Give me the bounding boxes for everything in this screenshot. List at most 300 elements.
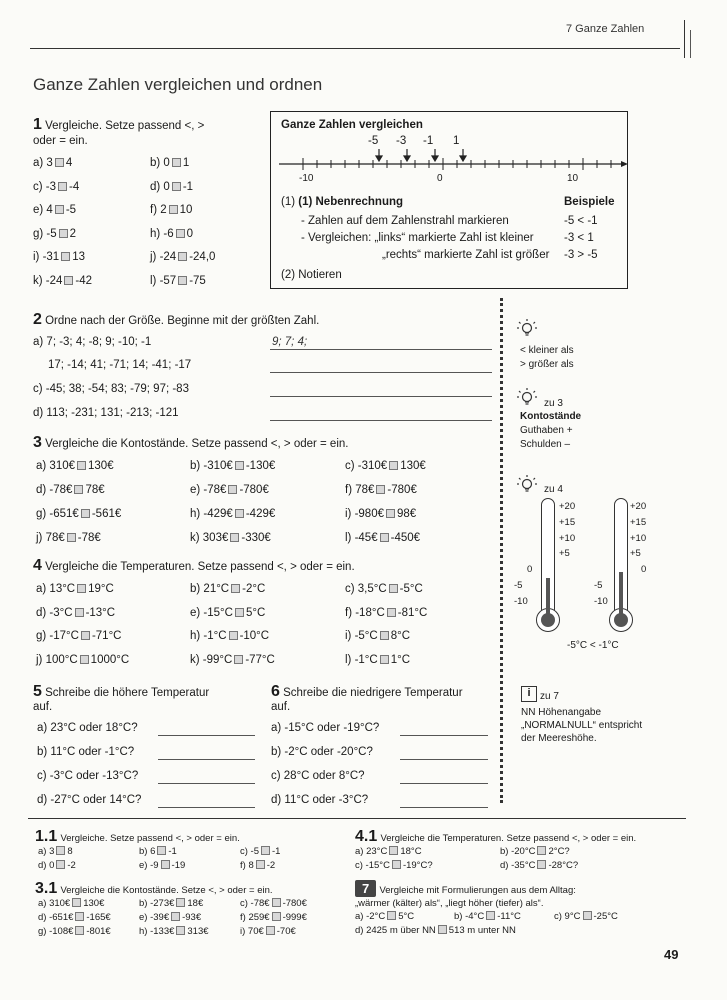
b31-instruction: Vergleiche die Kontostände. Setze <, > oder = ein. bbox=[60, 885, 273, 896]
task-left: a) 3 bbox=[38, 846, 55, 857]
comparison-box[interactable] bbox=[389, 584, 398, 593]
ex2-instruction: Ordne nach der Größe. Beginne mit der größten Zahl. bbox=[45, 315, 320, 327]
step1-line-1: - Zahlen auf dem Zahlenstrahl markieren bbox=[301, 215, 509, 227]
b7-task-c bbox=[554, 911, 618, 922]
ex5-task: d) -27°C oder 14°C? bbox=[37, 794, 142, 806]
b7-b-left: b) -4°C bbox=[454, 911, 485, 922]
ex6-heading bbox=[271, 683, 463, 701]
task-right: 13 bbox=[72, 251, 85, 263]
header-edge-mark bbox=[684, 20, 685, 58]
task-left: k) 303€ bbox=[190, 532, 229, 544]
scale-label: 0 bbox=[527, 564, 533, 576]
task-right: -19 bbox=[171, 860, 186, 871]
comparison-task bbox=[190, 508, 275, 520]
task-right: -19°C? bbox=[402, 860, 433, 871]
ex2-task-c: c) -45; 38; -54; 83; -79; 97; -83 bbox=[33, 383, 189, 395]
task-right: 78€ bbox=[85, 484, 105, 496]
comparison-box[interactable] bbox=[56, 860, 65, 869]
b7-a-left: a) -2°C bbox=[355, 911, 386, 922]
task-right: -77°C bbox=[245, 653, 275, 666]
task-right: -2°C bbox=[242, 583, 266, 595]
task-left: d) -651€ bbox=[38, 912, 74, 923]
task-right: 2 bbox=[69, 227, 77, 240]
task-right: 18€ bbox=[187, 898, 204, 909]
comparison-box[interactable] bbox=[235, 608, 244, 617]
comparison-box[interactable] bbox=[272, 912, 281, 921]
task-left: e) -15°C bbox=[190, 606, 233, 619]
ex6-task: c) 28°C oder 8°C? bbox=[271, 770, 365, 782]
comparison-task bbox=[139, 846, 177, 857]
comparison-box[interactable] bbox=[75, 912, 84, 921]
task-left: a) 310€ bbox=[38, 898, 71, 909]
task-right: -780€ bbox=[239, 484, 269, 496]
scale-label: -10 bbox=[594, 595, 608, 607]
comparison-box[interactable] bbox=[230, 533, 239, 542]
nn-line-1: NN Höhenangabe bbox=[521, 707, 602, 718]
task-left: a) 23°C bbox=[355, 846, 388, 857]
comparison-task bbox=[345, 460, 426, 472]
task-right: 1 bbox=[182, 157, 190, 169]
task-right: -780€ bbox=[282, 898, 307, 909]
comparison-box[interactable] bbox=[389, 461, 398, 470]
b7-number: 7 bbox=[355, 880, 376, 897]
scale-label: +15 bbox=[559, 516, 576, 528]
number-line bbox=[279, 146, 629, 176]
info-box-title: Ganze Zahlen vergleichen bbox=[281, 119, 423, 131]
scale-label: +10 bbox=[559, 532, 576, 544]
comparison-task bbox=[355, 860, 433, 871]
comparison-task bbox=[36, 607, 115, 619]
comparison-box[interactable] bbox=[272, 898, 281, 907]
chapter-header: 7 Ganze Zahlen bbox=[566, 23, 645, 35]
task-left: c) -15°C bbox=[355, 860, 390, 871]
answer-line[interactable] bbox=[400, 759, 488, 760]
comparison-box[interactable] bbox=[56, 846, 65, 855]
ex2-number: 2 bbox=[33, 311, 42, 328]
comparison-box[interactable] bbox=[55, 205, 64, 214]
nn-line-2: „NORMALNULL“ entspricht bbox=[521, 720, 643, 731]
comparison-task bbox=[190, 460, 275, 472]
task-left: b) -20°C bbox=[500, 846, 536, 857]
task-left: d) -35°C bbox=[500, 860, 536, 871]
ex2-heading bbox=[33, 311, 319, 329]
answer-line[interactable] bbox=[400, 807, 488, 808]
scale-label: 0 bbox=[641, 564, 647, 576]
comparison-box[interactable] bbox=[67, 533, 76, 542]
task-right: -5°C bbox=[399, 583, 423, 595]
task-right: -10°C bbox=[239, 630, 270, 642]
comparison-task bbox=[345, 583, 423, 595]
task-right: -450€ bbox=[390, 532, 421, 544]
comparison-box[interactable] bbox=[61, 252, 70, 261]
ex1-instruction: Vergleiche. Setze passend <, > bbox=[45, 120, 205, 132]
comparison-box[interactable] bbox=[537, 846, 546, 855]
comparison-task bbox=[36, 484, 105, 496]
comparison-task bbox=[33, 181, 79, 193]
scale-label: +20 bbox=[559, 501, 576, 512]
header-rule bbox=[30, 48, 680, 49]
ex6-task: b) -2°C oder -20°C? bbox=[271, 746, 373, 758]
task-left: h) -133€ bbox=[139, 926, 175, 937]
answer-line[interactable] bbox=[158, 783, 255, 784]
comparison-box[interactable] bbox=[389, 846, 398, 855]
comparison-box[interactable] bbox=[72, 898, 81, 907]
task-right: 98€ bbox=[397, 508, 417, 520]
comparison-box[interactable] bbox=[161, 860, 170, 869]
answer-line[interactable] bbox=[400, 783, 488, 784]
comparison-task bbox=[150, 228, 193, 240]
ex5-task: a) 23°C oder 18°C? bbox=[37, 722, 138, 734]
comparison-box[interactable] bbox=[171, 912, 180, 921]
task-right: -28°C? bbox=[548, 860, 579, 871]
task-left: i) 70€ bbox=[240, 926, 264, 937]
task-right: -330€ bbox=[241, 532, 271, 544]
comparison-task bbox=[150, 157, 189, 169]
comparison-box[interactable] bbox=[235, 461, 244, 470]
task-left: h) -1°C bbox=[190, 630, 227, 642]
ex3-heading bbox=[33, 434, 348, 452]
step1-line-3: „rechts“ markierte Zahl ist größer bbox=[382, 249, 550, 261]
task-right: -130€ bbox=[245, 460, 276, 472]
legend-less-than: < kleiner als bbox=[520, 345, 574, 356]
example-2: -3 < 1 bbox=[564, 232, 594, 244]
task-right: -1 bbox=[272, 846, 281, 857]
comparison-task bbox=[33, 157, 72, 169]
task-left: i) -5°C bbox=[345, 630, 378, 642]
task-left: g) -17°C bbox=[36, 630, 79, 642]
ex6-task: a) -15°C oder -19°C? bbox=[271, 722, 380, 734]
task-left: e) -39€ bbox=[139, 912, 170, 923]
bottom-rule bbox=[28, 818, 686, 819]
comparison-task bbox=[38, 860, 76, 871]
comparison-box[interactable] bbox=[234, 655, 243, 664]
comparison-task bbox=[33, 228, 76, 240]
axis-label: 10 bbox=[567, 173, 579, 184]
thermometer-left-bulb-fill bbox=[541, 613, 555, 627]
task-right: 19°C bbox=[88, 583, 114, 595]
comparison-box[interactable] bbox=[77, 461, 86, 470]
b7-c-left: c) 9°C bbox=[554, 911, 581, 922]
ex2-task-a: a) 7; -3; 4; -8; 9; -10; -1 bbox=[33, 336, 152, 348]
comparison-box[interactable] bbox=[380, 631, 389, 640]
task-right: 4 bbox=[65, 157, 73, 169]
comparison-task bbox=[139, 926, 209, 937]
hint-zu7: zu 7 bbox=[540, 691, 559, 702]
task-left: e) -9 bbox=[139, 860, 159, 871]
comparison-box[interactable] bbox=[80, 655, 89, 664]
hint-zu4: zu 4 bbox=[544, 484, 563, 495]
comparison-box[interactable] bbox=[157, 846, 166, 855]
thermometer-right-bulb-fill bbox=[614, 613, 628, 627]
example-1: -5 < -1 bbox=[564, 215, 598, 227]
b31-number: 3.1 bbox=[35, 880, 58, 897]
ex6-number: 6 bbox=[271, 683, 280, 700]
comparison-task bbox=[150, 251, 215, 263]
comparison-task bbox=[33, 204, 76, 216]
comparison-task bbox=[38, 898, 104, 909]
ex5-instruction-2: auf. bbox=[33, 701, 53, 713]
thermometer-caption: -5°C < -1°C bbox=[567, 640, 619, 651]
comparison-box[interactable] bbox=[376, 485, 385, 494]
task-right: -2 bbox=[67, 860, 76, 871]
scale-label: +5 bbox=[559, 548, 570, 560]
step2-label: (2) Notieren bbox=[281, 269, 342, 281]
ex2-answer-a: 9; 7; 4; bbox=[272, 336, 308, 348]
lightbulb-icon bbox=[516, 474, 538, 496]
lightbulb-icon bbox=[516, 387, 538, 409]
answer-line[interactable] bbox=[270, 420, 492, 421]
page-title: Ganze Zahlen vergleichen und ordnen bbox=[33, 75, 323, 94]
task-left: e) 4 bbox=[33, 204, 53, 216]
scale-label: -5 bbox=[594, 580, 603, 591]
b41-instruction: Vergleiche die Temperaturen. Setze passend <, > oder = ein. bbox=[380, 833, 637, 844]
comparison-box[interactable] bbox=[58, 182, 67, 191]
comparison-box[interactable] bbox=[55, 158, 64, 167]
comparison-box[interactable] bbox=[235, 509, 244, 518]
task-left: f) 78€ bbox=[345, 484, 375, 496]
scale-label: -5 bbox=[514, 580, 523, 591]
comparison-box[interactable] bbox=[64, 276, 73, 285]
task-right: 1000°C bbox=[90, 653, 130, 666]
number-line-marker: -5 bbox=[368, 135, 379, 147]
comparison-box[interactable] bbox=[81, 631, 90, 640]
task-left: f) 8 bbox=[240, 860, 254, 871]
b7-d-right: 513 m unter NN bbox=[448, 925, 516, 936]
task-right: 0 bbox=[186, 227, 194, 240]
comparison-task bbox=[345, 630, 410, 642]
comparison-box[interactable] bbox=[386, 509, 395, 518]
ex4-number: 4 bbox=[33, 557, 42, 574]
task-left: l) -57 bbox=[150, 274, 177, 287]
b7-task-d bbox=[355, 925, 516, 936]
header-edge-mark-2 bbox=[690, 30, 691, 58]
task-left: d) -78€ bbox=[36, 484, 73, 496]
comparison-task bbox=[150, 204, 192, 216]
comparison-task bbox=[190, 484, 269, 496]
task-left: g) -108€ bbox=[38, 926, 74, 937]
examples-title: Beispiele bbox=[564, 196, 615, 208]
task-left: e) -78€ bbox=[190, 484, 227, 496]
task-right: 10 bbox=[179, 204, 193, 216]
task-left: b) -310€ bbox=[190, 460, 233, 472]
comparison-task bbox=[500, 860, 578, 871]
example-3: -3 > -5 bbox=[564, 249, 598, 261]
comparison-box[interactable] bbox=[380, 655, 389, 664]
task-left: b) 0 bbox=[150, 157, 170, 169]
task-right: 1°C bbox=[390, 653, 411, 666]
b7-c-right: -25°C bbox=[593, 911, 618, 922]
comparison-task bbox=[345, 607, 427, 619]
answer-line bbox=[270, 349, 492, 350]
b11-number: 1.1 bbox=[35, 828, 58, 845]
b7-a-right: 5°C bbox=[398, 911, 415, 922]
task-right: -801€ bbox=[86, 926, 111, 937]
comparison-task bbox=[38, 912, 111, 923]
ex4-heading bbox=[33, 557, 355, 575]
comparison-task bbox=[139, 860, 185, 871]
axis-label: 0 bbox=[437, 173, 443, 184]
task-right: 5°C bbox=[245, 606, 266, 619]
number-line-marker: -1 bbox=[423, 135, 434, 147]
sidebar-separator bbox=[500, 298, 504, 803]
comparison-box[interactable] bbox=[176, 898, 185, 907]
task-left: k) -99°C bbox=[190, 653, 233, 666]
comparison-box[interactable] bbox=[74, 485, 83, 494]
answer-line[interactable] bbox=[158, 807, 255, 808]
comparison-box[interactable] bbox=[486, 911, 495, 920]
task-right: 130€ bbox=[83, 898, 105, 909]
task-left: k) -24 bbox=[33, 274, 63, 287]
task-left: l) -45€ bbox=[345, 532, 378, 544]
comparison-box[interactable] bbox=[438, 925, 447, 934]
task-left: f) 2 bbox=[150, 204, 167, 216]
ex3-instruction: Vergleiche die Kontostände. Setze passend <, > oder = ein. bbox=[45, 438, 349, 450]
comparison-box[interactable] bbox=[172, 158, 181, 167]
task-left: j) 100°C bbox=[36, 653, 78, 666]
task-right: -1 bbox=[182, 180, 194, 193]
task-right: -999€ bbox=[282, 912, 307, 923]
task-left: c) -3 bbox=[33, 180, 56, 193]
comparison-box[interactable] bbox=[229, 631, 238, 640]
scale-label: +20 bbox=[630, 501, 647, 512]
ex4-instruction: Vergleiche die Temperaturen. Setze passend <, > oder = ein. bbox=[45, 561, 355, 573]
task-left: l) -1°C bbox=[345, 653, 378, 666]
ex5-heading bbox=[33, 683, 209, 701]
task-right: -429€ bbox=[245, 508, 276, 520]
task-left: i) -980€ bbox=[345, 508, 384, 520]
info-icon: i bbox=[521, 686, 537, 702]
comparison-box[interactable] bbox=[178, 252, 187, 261]
comparison-box[interactable] bbox=[228, 485, 237, 494]
comparison-box[interactable] bbox=[261, 846, 270, 855]
ex3-number: 3 bbox=[33, 434, 42, 451]
comparison-task bbox=[240, 926, 296, 937]
answer-line[interactable] bbox=[270, 372, 492, 373]
task-left: f) 259€ bbox=[240, 912, 270, 923]
number-line-marker: -3 bbox=[396, 135, 407, 147]
step1-line-2: - Vergleichen: „links“ markierte Zahl ist kleiner bbox=[301, 232, 534, 244]
b7-instruction: Vergleiche mit Formulierungen aus dem Alltag: bbox=[379, 885, 576, 896]
task-right: 313€ bbox=[187, 926, 209, 937]
task-right: -24,0 bbox=[189, 251, 216, 263]
ex6-task: d) 11°C oder -3°C? bbox=[271, 794, 369, 806]
comparison-box[interactable] bbox=[176, 229, 185, 238]
comparison-task bbox=[190, 630, 269, 642]
b7-heading bbox=[355, 880, 576, 897]
task-left: b) 21°C bbox=[190, 583, 230, 595]
comparison-task bbox=[38, 926, 111, 937]
task-left: d) -3°C bbox=[36, 606, 73, 619]
comparison-box[interactable] bbox=[537, 860, 546, 869]
task-right: -93€ bbox=[182, 912, 202, 923]
step1-label: (1) Nebenrechnung bbox=[298, 196, 404, 208]
task-left: c) -5 bbox=[240, 846, 259, 857]
comparison-box[interactable] bbox=[256, 860, 265, 869]
task-right: -81°C bbox=[397, 606, 428, 619]
b7-d-left: d) 2425 m über NN bbox=[355, 925, 436, 936]
comparison-box[interactable] bbox=[231, 584, 240, 593]
hint-konto-title: Kontostände bbox=[520, 411, 582, 422]
task-right: 8°C bbox=[390, 630, 411, 642]
thermometer-right-fill bbox=[619, 572, 623, 614]
task-left: j) -24 bbox=[150, 251, 177, 263]
task-right: -13°C bbox=[85, 606, 116, 619]
task-left: d) 0 bbox=[38, 860, 55, 871]
comparison-box[interactable] bbox=[77, 584, 86, 593]
comparison-task bbox=[190, 607, 265, 619]
task-right: -71°C bbox=[91, 630, 122, 642]
task-left: c) -310€ bbox=[345, 460, 388, 472]
comparison-task bbox=[150, 181, 193, 193]
hint-guthaben: Guthaben + bbox=[520, 425, 573, 436]
b7-b-right: -11°C bbox=[497, 911, 521, 922]
task-left: d) 0 bbox=[150, 180, 170, 193]
answer-line[interactable] bbox=[400, 735, 488, 736]
task-right: 8 bbox=[67, 846, 73, 857]
comparison-box[interactable] bbox=[387, 608, 396, 617]
scale-label: +15 bbox=[630, 516, 647, 528]
ex2-task-b: 17; -14; 41; -71; 14; -41; -17 bbox=[48, 359, 192, 371]
comparison-box[interactable] bbox=[81, 509, 90, 518]
comparison-box[interactable] bbox=[266, 926, 275, 935]
step1-heading: (1) (1) Nebenrechnung bbox=[281, 196, 404, 208]
comparison-box[interactable] bbox=[583, 911, 592, 920]
comparison-task bbox=[36, 508, 121, 520]
comparison-task bbox=[240, 912, 307, 923]
comparison-box[interactable] bbox=[392, 860, 401, 869]
b11-instruction: Vergleiche. Setze passend <, > oder = ein. bbox=[60, 833, 240, 844]
comparison-box[interactable] bbox=[75, 926, 84, 935]
task-right: 18°C bbox=[400, 846, 422, 857]
comparison-box[interactable] bbox=[176, 926, 185, 935]
comparison-box[interactable] bbox=[380, 533, 389, 542]
task-right: -75 bbox=[189, 274, 206, 287]
comparison-task bbox=[345, 484, 417, 496]
comparison-task bbox=[190, 583, 265, 595]
comparison-box[interactable] bbox=[75, 608, 84, 617]
comparison-box[interactable] bbox=[169, 205, 178, 214]
comparison-box[interactable] bbox=[178, 276, 187, 285]
comparison-box[interactable] bbox=[59, 229, 68, 238]
answer-line[interactable] bbox=[158, 759, 255, 760]
task-right: 130€ bbox=[88, 460, 114, 472]
scale-label: +5 bbox=[630, 548, 641, 560]
legend-greater-than: > größer als bbox=[520, 359, 574, 370]
comparison-task bbox=[240, 846, 280, 857]
page-number: 49 bbox=[664, 947, 679, 962]
answer-line[interactable] bbox=[270, 396, 492, 397]
comparison-box[interactable] bbox=[172, 182, 181, 191]
comparison-task bbox=[139, 898, 203, 909]
task-right: -1 bbox=[168, 846, 177, 857]
comparison-task bbox=[150, 275, 206, 287]
task-left: g) -651€ bbox=[36, 508, 79, 520]
scale-label: -10 bbox=[514, 595, 528, 607]
comparison-box[interactable] bbox=[387, 911, 396, 920]
task-right: -165€ bbox=[86, 912, 111, 923]
hint-zu3: zu 3 bbox=[544, 398, 563, 409]
comparison-task bbox=[36, 583, 114, 595]
task-right: -78€ bbox=[77, 532, 101, 544]
task-left: j) 78€ bbox=[36, 532, 65, 544]
comparison-task bbox=[36, 532, 101, 544]
comparison-task bbox=[240, 898, 307, 909]
ex1-number: 1 bbox=[33, 116, 42, 133]
task-left: i) -31 bbox=[33, 251, 60, 263]
comparison-task bbox=[33, 251, 85, 263]
answer-line[interactable] bbox=[158, 735, 255, 736]
task-left: f) -18°C bbox=[345, 606, 385, 619]
